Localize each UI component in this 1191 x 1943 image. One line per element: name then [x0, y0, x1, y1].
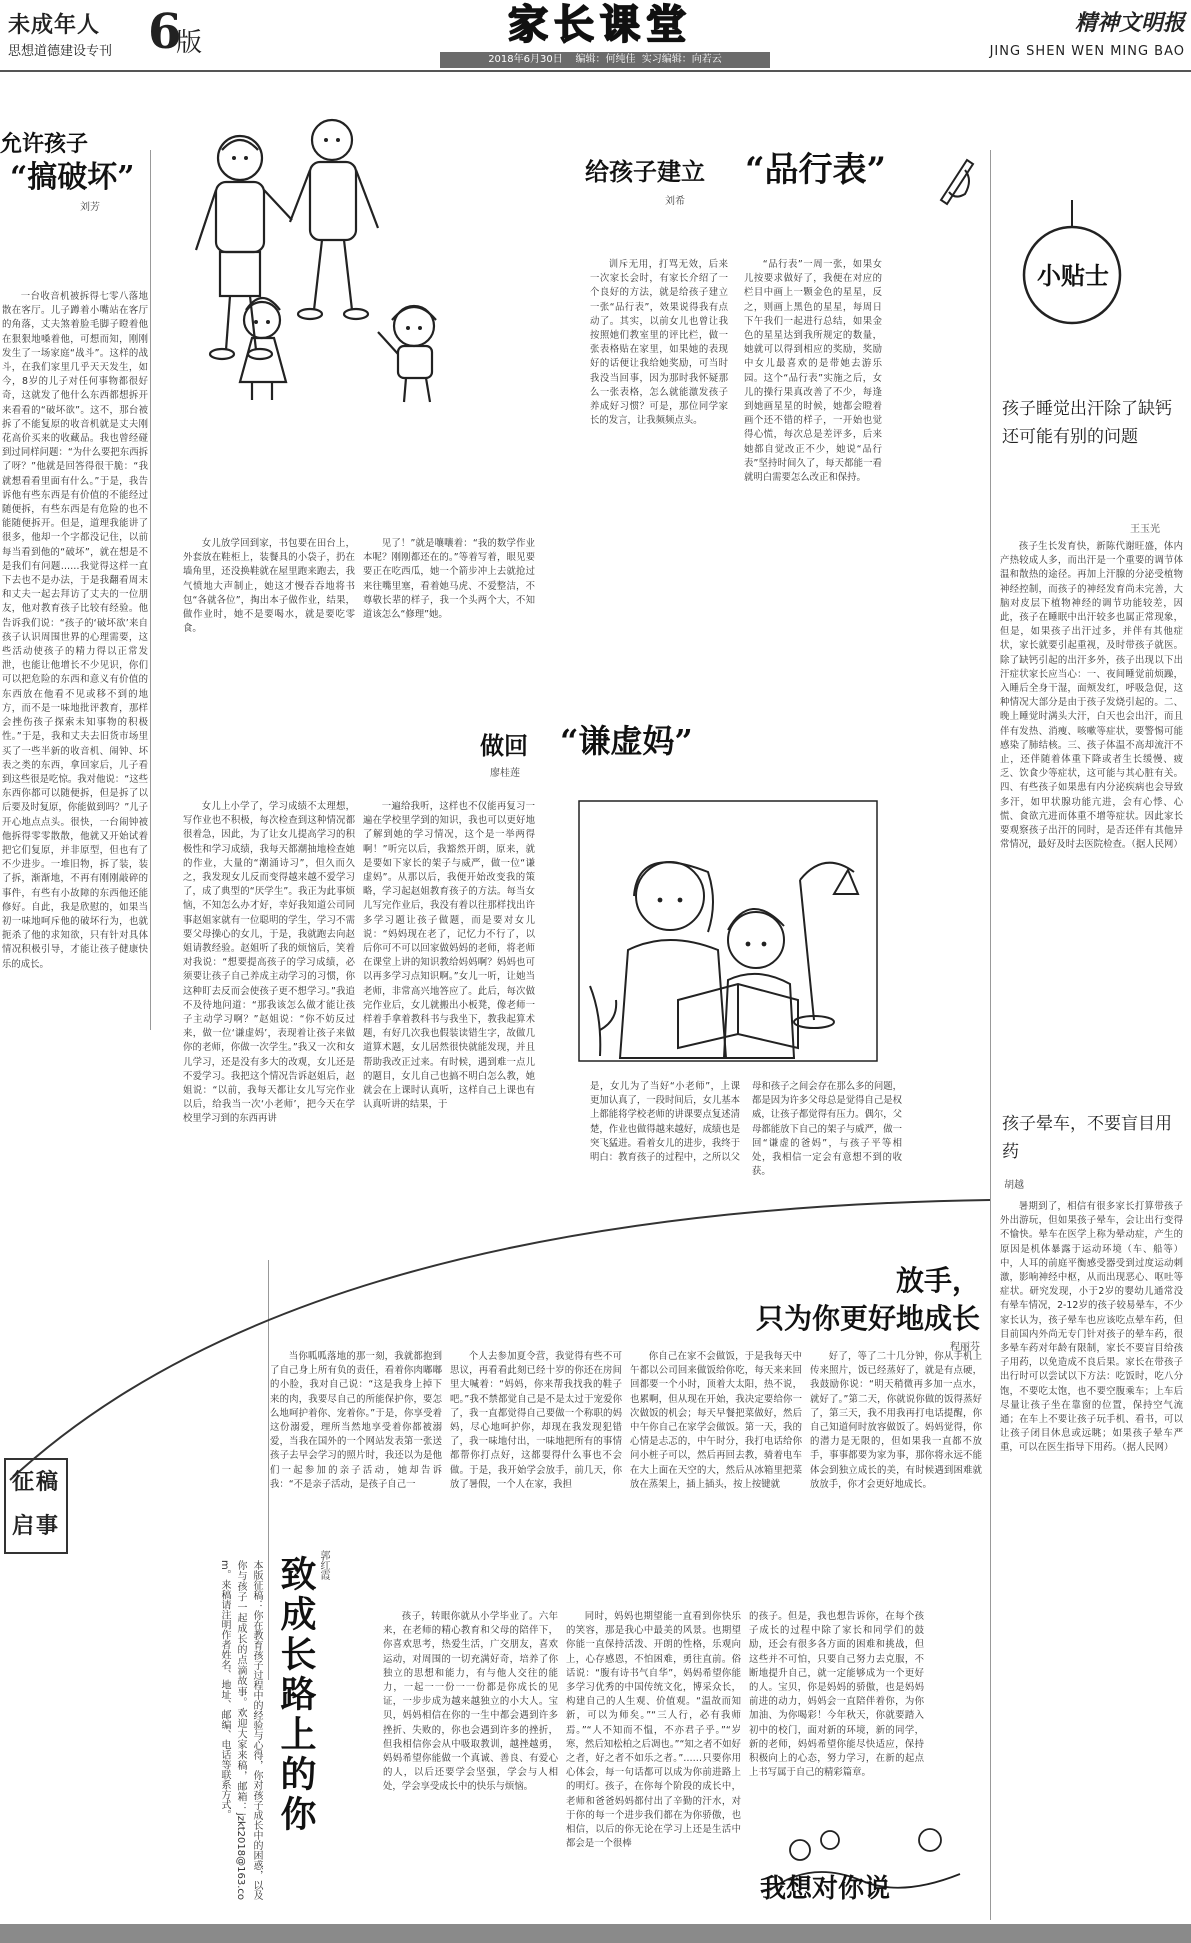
article-title-quote: “搞破坏”: [10, 160, 135, 195]
article-body: 孩子，转眼你就从小学毕业了。六年来，在老师的精心教育和父母的陪伴下，你喜欢思考，热爱生活，广交朋友，喜欢运动，对周围的一切充满好奇，培养了你独立的思想和能力，有与他人交往的能力，一起一一份一一份都是你成长的见证，一步步成为越来越独立的小大人。宝贝，妈妈相信在你的一生中都会遇到许多挫折、失败的，你也会遇到许多的挫折，但我相信你会从中吸取教训，越挫越勇，妈妈希望你能做一个真诚、善良、有爱心的人，以后还要学会坚强，学会与人相处，学会享受成长中的快乐与烦恼。: [383, 1611, 558, 1793]
article-body: 的孩子。但是，我也想告诉你，在每个孩子成长的过程中除了家长和同学们的鼓励，还会有很多各方面的困难和挑战，但这些并不可怕，只要自己努力去克服，不断地提升自己，就一定能够成为一个更好的人。宝贝，你是妈妈的骄傲，也是妈妈前进的动力，妈妈会一直陪伴着你，为你加油、为你喝彩！今年秋天，你就要踏入初中的校门，面对新的环境，新的同学，新的老师，妈妈希望你能尽快适应，保持积极向上的心态，努力学习，在新的起点上书写属于自己的精彩篇章。: [749, 1611, 924, 1779]
pencil-hand-icon: [935, 150, 979, 210]
article-let-go-title: [600, 1262, 980, 1353]
article-body: 女儿上小学了，学习成绩不太理想，写作业也不积极，每次检查到这种情况都很着急，因此，为了让女儿提高学习的积极性和学习成绩，我每天都潮抽地检查她的作业，大量的“潮涌诗习”，但久而久之，我发现女儿反而变得越来越不爱学习了，成了典型的“厌学生”。我正为此事烦恼，不知怎么办才好，幸好我知道公司同事赵姐家就有一位聪明的学生，学习不需要父母操心的女儿，于是，我就跑去向赵姐请教经验。赵姐听了我的烦恼后，笑着对我说：“想要提高孩子的学习成绩，必须要让孩子自己养成主动学习的习惯，你这种盯去反而会使孩子更不想学习。”我追不及待地问道：“那我该怎么做才能让孩子主动学习啊？”赵姐说：“你不妨反过来，做一位‘谦虚妈’，表现着让孩子来做你的老师，你做一次学生。”我又一次和女儿学习，还是没有多大的改观，女儿还是不爱学习。我把这个情况告诉赵姐后，赵姐说：“以前，我每天都让女儿写完作业以后，给我当一次‘小老师’，把今天在学校里学习到的东西再讲: [183, 801, 355, 1125]
article-author: 刘芳: [80, 202, 100, 213]
article-author: 廖桂莲: [490, 768, 520, 779]
page-title-banner: [460, 2, 740, 48]
article-title-quote: “谦虚妈”: [560, 722, 693, 760]
article-body: 母和孩子之间会存在那么多的问题，都是因为许多父母总是觉得自己是权威，让孩子都觉得有压力。偶尔，父母都能放下自己的架子与威严，做一回“谦虚的爸妈”，与孩子平等相处，我相信一定会有意想不到的收获。: [752, 1081, 902, 1178]
article-title-quote: “品行表”: [745, 150, 887, 190]
tip-title: 孩子晕车，不要盲目用药: [1002, 1114, 1172, 1162]
newspaper-pinyin: JING SHEN WEN MING BAO: [989, 44, 1185, 59]
column-divider: [990, 150, 991, 1920]
date-editor-line: 2018年6月30日 编辑：何纯佳 实习编辑：向若云: [440, 52, 770, 68]
article-body: 好了，等了二十几分钟，你从手机上传来照片，饭已经蒸好了，就是有点硬，我鼓励你说：“明天稍微再多加一点水，就好了。”第二天，你就说你做的饭得蒸好了，第三天，我不用我再打电话提醒，你自己知道何时放容做饭了。妈妈觉得，你的潜力是无限的，但如果我一直都不放手，事事都要为家为事，那你将永远不能体会到独立成长的美，有时候遇到困难就放放手，你才会更好地成长。: [810, 1351, 982, 1490]
mother-child-reading-illustration: [578, 800, 878, 1062]
tip-title: 孩子睡觉出汗除了缺钙还可能有别的问题: [1002, 399, 1172, 447]
page-number-suffix: 版: [176, 28, 203, 58]
article-author: 刘希: [665, 196, 685, 207]
tip-body: 暑期到了，相信有很多家长打算带孩子外出游玩，但如果孩子晕车，会让出行变得不愉快。晕车在医学上称为晕动症，产生的原因是机体暴露于运动环境（车、船等）中，人耳的前庭平衡感受器受到过度运动刺激，影响神经中枢，从而出现恶心、呕吐等症状。研究发现，小于2岁的婴幼儿通常没有晕车情况，2-12岁的孩子较易晕车，不少家长认为，孩子晕车也应该吃点晕车药，但目前国内外尚无专门针对孩子的晕车药，很多晕车药对年龄有限制，家长不要盲目给孩子用药，以免造成不良后果。家长在带孩子出行时可以尝试以下方法：吃饭时，吃八分饱，不要吃太饱，也不要空腹乘车；上车后尽量让孩子坐在靠窗的位置，保持空气流通；在车上不要让孩子玩手机、看书，可以让孩子闭目休息或远眺；如果孩子晕车严重，可以在医生指导下用药。（据人民网）: [1000, 1201, 1183, 1454]
article-title: 做回: [480, 731, 528, 760]
call-for-papers-box: [4, 1458, 68, 1554]
article-body: 你自己在家不会做饭，于是我每天中午都以公司回来做饭给你吃，每天来来回回都要一个小时，顶着大太阳，热不说，也累啊，但从现在开始，我决定要给你一次做饭的机会；每天早餐把菜做好，然后中午你自己在家学会做饭。第一天，我的心情是忐忑的，中午时分，我打电话给你问小桩子可以，然后再回去教，骑着电车在大上面在天空的大，然后从冰箱里把菜放在蒸架上，插上插头，按上按键就: [630, 1351, 802, 1490]
section-title: 未成年人: [8, 12, 101, 38]
article-body: 一遍给我听，这样也不仅能再复习一遍在学校里学到的知识，我也可以更好地了解到她的学习情况，这个是一举两得啊！”听完以后，我豁然开朗，原来，就是要如下家长的架子与威严，做一位“谦虚妈”。从那以后，我便开始改变我的策略，学习起赵姐教育孩子的方法。每当女儿写完作业后，我没有着以往那样找出许多学习题让孩子做题，而是要对女儿说：“妈妈现在老了，记忆力不行了，以后你可不可以回家做妈妈的老师，将老师在课堂上讲的知识教给妈妈啊？妈妈也可以再多学习点知识啊。”女儿一听，让她当老师，非常高兴地答应了。此后，每次做完作业后，女儿就搬出小板凳，像老师一样着手拿着教科书与我坐下，教我起算术题，有好几次我也假装读错生字，故做几道算术题，女儿居然很快就能发现，并且帮助我改正过来。有时候，遇到难一点儿的题目，女儿自己也搞不明白怎么教，她就会在上课时认真听，这样自己上课也有认真听讲的结果，于: [363, 801, 535, 1111]
masthead: [0, 0, 1191, 72]
page-footer-bar: [0, 1924, 1191, 1943]
family-walking-illustration: [182, 110, 472, 410]
page-number: 6: [148, 4, 182, 60]
article-body: “品行表”一周一张，如果女儿按要求做好了，我便在对应的栏目中画上一颗金色的星星，反之，则画上黑色的星星，每周日下午我们一起进行总结，如果金色的星星达到我所规定的数量，她就可以得到相应的奖励，奖励中女儿最喜欢的是带她去游乐园。这个“品行表”实施之后，女儿的操行果真改善了不少，每逢到她画星星的时候，她都会瞪着画个还不错的样子，一开始也觉得心慌，每次总是差评多，后来她都自觉改正不少，她说“品行表”坚持时间久了，每天都能一看就明白需要怎么改正和保持。: [744, 259, 882, 484]
section-footer-title: 我想对你说: [760, 1874, 891, 1904]
article-body: 当你呱呱落地的那一刻，我就都抱到了自己身上所有负的责任，看着你肉嘟嘟的小脸，我对自己说：“这是我身上掉下来的肉，我要尽自己的所能保护你，要怎么地呵护着你、宠着你。”于是，你享受着这份溺爱，理所当然地享受着你都被溺爱，当我在国外的一个网站发表第一张送孩子去早会学习的照片时，我还以为是他们一起参加的亲子活动，她却告诉我：“不是亲子活动，是孩子自己一: [270, 1351, 442, 1490]
article-character-chart-title: [585, 140, 985, 220]
tip-author: 王玉光: [1130, 524, 1160, 535]
article-author: 郭红霞: [318, 1550, 329, 1580]
page-title: 家长课堂: [508, 1, 692, 48]
article-title: 给孩子建立: [585, 157, 705, 186]
article-body: 女儿放学回到家，书包要在田台上，外套放在鞋柜上，装餐具的小袋子，扔在墙角里，还没换鞋就在屋里跑来跑去，我气愤地大声制止，她这才慢吞吞地将书包“各就各位”，掏出本子做作业，结果，做作业时，她不是要喝水，就是要吃零食。: [183, 538, 355, 635]
column-divider: [150, 150, 151, 1030]
article-title: 致成长路上的你: [275, 1555, 317, 1835]
tips-badge-label: 小贴士: [1037, 261, 1109, 290]
article-body: 是，女儿为了当好“小老师”，上课更加认真了，一段时间后，女儿基本上都能将学校老师的讲课要点复述清楚，作业也做得越来越好，成绩也是突飞猛进。看着女儿的进步，我终于明白：教育孩子的过程中，之所以父: [590, 1081, 740, 1164]
article-body: 个人去参加夏令营，我觉得有些不可思议，再看看此刻已经十岁的你还在房间里大喊着：“妈妈，你来帮我找我的鞋子吧。”我不禁都觉自己是不是太过于宠爱你了，我一直都觉得自己要做一个称职的妈妈，尽心地呵护你，却现在我发现犯错了，我一味地付出，一味地把所有的事情都帮你打点好，这都耍得什么事也不会做。于是，我开始学会放手，前几天，你放了暑假，一个人在家，我担: [450, 1351, 622, 1490]
article-title: 只为你更好地成长: [755, 1302, 980, 1335]
tip-author: 胡越: [1004, 1180, 1024, 1191]
call-for-papers-label: 征稿启事: [11, 1469, 60, 1539]
tips-badge: [1010, 200, 1130, 340]
article-body: 见了！”就是嚷嚷着：“我的数学作业本呢？刚刚都还在的。”等着写着，眼见要要正在吃西瓜，她一个箭步冲上去就抢过来往嘴里塞，看着她马虎、不爱整洁，不尊敬长辈的样子，我一个头两个大，不知道该怎么“修理”她。: [363, 538, 535, 621]
article-allow-damage-title: [0, 130, 150, 213]
article-humble-mom-title: [480, 710, 800, 790]
article-title: 放手，: [895, 1264, 980, 1297]
article-body: 同时，妈妈也期望能一直看到你快乐的笑容，那是我心中最美的风景。也期望你能一直保持活泼、开朗的性格，乐观向上，心存感恩，不怕困难，勇往直前。俗话说：“腹有诗书气自华”，妈妈希望你能多学习优秀的中国传统文化，博采众长，构建自己的人生观、价值观。“温故而知新，可以为师矣。”“三人行，必有我师焉。”“人不知而不愠，不亦君子乎。”“岁寒，然后知松柏之后凋也。”“知之者不如好之者，好之者不如乐之者。”……只要你用心体会，每一句话都可以成为你前进路上的明灯。孩子，在你每个阶段的成长中，老师和爸爸妈妈都付出了辛勤的汗水，对于你的每一个进步我们都在为你骄傲，也相信，以后的你无论在学习上还是生活中都会是一个很棒: [566, 1611, 741, 1850]
article-title: 允许孩子: [0, 131, 89, 157]
article-author: 程丽芬: [950, 1342, 980, 1353]
article-body: 一台收音机被拆得七零八落地散在客厅。儿子蹲着小嘴站在客厅的角落，丈夫煞着脸毛脚子瞪着他在狠狠地嗓着他，可想而知，刚刚发生了一场家庭“战斗”。这样的战斗，在我们家里几乎天天发生，如今，8岁的儿子对任何事物都很好奇，这就发了他什么东西都想拆开来看看的“破坏欲”。这不，那台被拆了不能复原的收音机就是丈夫刚花高价买来的收藏品。我也曾经碰到过同样问题：“为什么要把东西拆了呀？”他就是回答得很干脆：“我就想看看里面有什么。”于是，我告诉他有些东西是有价值的不能经过随便拆，有些东西是有危险的也不能随便拆开。但是，道理我能讲了很多，他却一个字都没记住，以前每当看到他的“破坏”，就在想是不是我们有问题……我觉得这样一直下去也不是办法，于是我翻看周末和丈夫一起去拜访了丈夫的一位朋友，他对教育孩子比较有经验。他告诉我们说：“孩子的‘破坏欲’来自孩子认识周围世界的心理需要，这些活动使孩子的精力得以正常发泄，也能让他增长不少见识，你们可以把危险的东西和意义有价值的东西放在他看不见或移不到的地方，而不是一味地批评教育，那样会挫伤孩子探索未知事物的积极性。”于是，我和丈夫去旧货市场里买了一些半新的收音机、闹钟、坏表之类的东西，拿回家后，儿子看到这些很是吃惊。我对他说：“这些东西你都可以随便拆，但是拆了以后要及时复原，你能做到吗？”儿子开心地点点头。很快，一台闹钟被他拆得零零散散，他就又开始试着把它们复原，并非原型，但也有了不少进步。一堆旧物，拆了装，装了拆，渐渐地，不再有刚刚敲碎的事件，有些有小故障的东西他还能修好。自此，我是欣慰的，如果当初一味地呵斥他的破坏行为，也就扼杀了他的求知欲，只有针对具体情况积极引导，才能让孩子健康快乐的成长。: [2, 291, 148, 970]
newspaper-logo: 精神文明报: [1074, 10, 1185, 36]
call-for-papers-body: 本版征稿：你在教育孩子过程中的经验与心得，你对孩子成长中的困惑，以及你与孩子一起成长的点滴故事。欢迎大家来稿，邮箱：jzkt2018@163.com。来稿请注明作者姓名、地址、邮编、电话等联系方式。: [219, 1560, 262, 1900]
article-body: 训斥无用，打骂无效，后来一次家长会时，有家长介绍了一个良好的方法，就是给孩子建立一张“品行表”，效果说得我有点动了。其实，以前女儿也曾让我按照她们教室里的评比栏，做一张表格贴在家里，如果她的表现好的话便让我给她奖励，可当时我没当回事，因为那时我怀疑那么一张表格，怎么就能激发孩子养成好习惯？可是，那位同学家长的发言，让我频频点头。: [590, 259, 728, 427]
tip-body: 孩子生长发育快，新陈代谢旺盛，体内产热较成人多，而出汗是一个重要的调节体温和散热的途径。再加上汗腺的分泌受植物神经控制，而孩子的神经发育尚未完善，大脑对皮层下植物神经的调节功能较差，因此，孩子在睡眠中出汗较多也属正常现象，但是，如果孩子出汗过多，并伴有其他症状，家长就要引起重视，及时带孩子就医。除了缺钙引起的出汗多外，孩子出现以下出汗症状家长应当心：一、夜间睡觉前烦躁，入睡后全身干湿，面颊发红，呼吸急促，这种情况大部分是由于孩子发烧引起的。二、晚上睡觉时满头大汗，白天也会出汗，而且伴有发热、消瘦、咳嗽等症状，要警惕可能感染了肺结核。三、孩子体温不高却流汗不止，还伴随着体重下降或者生长缓慢、疲乏、饮食少等症状，这可能与其心脏有关。四、有些孩子如果患有内分泌疾病也会导致多汗，如甲状腺功能亢进，会有心悸、心慌、食欲亢进而体重不增等症状。因此家长要观察孩子出汗的同时，是否还伴有其他异常情况，最好及时去医院检查。（据人民网）: [1000, 541, 1183, 851]
section-subtitle: 思想道德建设专刊: [8, 44, 113, 59]
